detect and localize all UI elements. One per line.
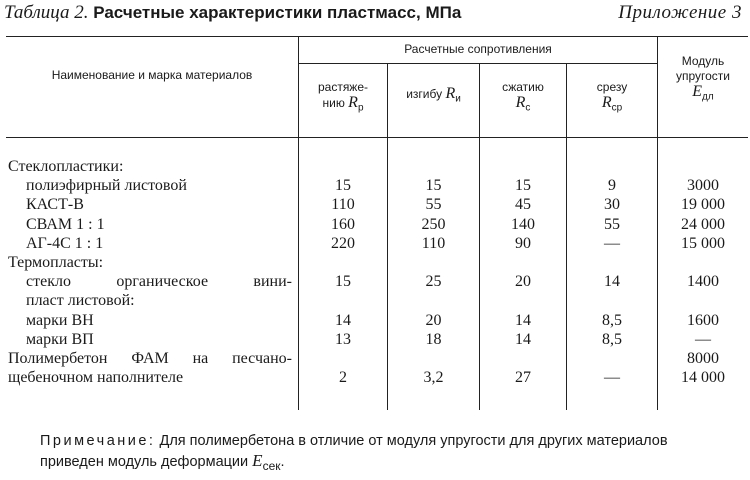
appendix-label: Приложение 3: [618, 2, 742, 23]
row-name: Стеклопластики:: [8, 158, 124, 175]
header-compression-line1: сжатию: [502, 80, 544, 94]
note-subscript: сек: [262, 458, 281, 473]
table-cell: 1600: [687, 311, 719, 329]
header-design-resistances-text: Расчетные сопротивления: [404, 42, 552, 56]
table-cell: 8000: [687, 350, 719, 367]
header-bending: [388, 86, 479, 106]
table-cell: 14: [604, 273, 620, 291]
table-cell: —: [695, 330, 711, 348]
table-cell: 15: [425, 177, 442, 195]
table-cell: 8,5: [602, 330, 622, 348]
table-cell: 1400: [687, 273, 719, 291]
header-modulus-line3: [658, 84, 748, 104]
table-cell: 27: [515, 369, 531, 387]
table-cell: 14 000: [681, 369, 725, 387]
table-cell: 140: [511, 215, 535, 233]
table-cell: 18: [425, 330, 442, 348]
row-name: КАСТ-В: [26, 196, 84, 214]
header-modulus: [658, 54, 748, 104]
table-title: [4, 2, 461, 24]
table-cell: 110: [331, 196, 355, 214]
table-cell: 250: [421, 215, 446, 233]
table-cell: 15: [335, 177, 351, 195]
header-material-name-text: Наименование и марка материалов: [51, 68, 253, 82]
row-name: полиэфирный листовой: [26, 177, 187, 195]
header-tension-symbol: R: [348, 94, 358, 111]
header-shear-subscript: ср: [611, 102, 623, 114]
table-cell: 20: [425, 311, 442, 329]
table-cell: 30: [604, 196, 620, 214]
table-cell: 9: [608, 177, 616, 195]
table-cell: 14: [515, 330, 531, 348]
header-compression-line2: [480, 95, 566, 115]
header-material-name: [6, 68, 298, 83]
table-cell: 14: [335, 311, 351, 329]
table-cell: 55: [425, 196, 442, 214]
table-cell: 2: [339, 369, 347, 387]
table-cell: 14: [515, 311, 531, 329]
header-design-resistances: [299, 42, 657, 57]
table-cell: 25: [425, 273, 442, 291]
table-cell: 13: [335, 330, 351, 348]
header-bending-subscript: и: [455, 93, 461, 105]
header-bending-symbol: R: [445, 85, 456, 102]
table-cell: 15: [335, 273, 351, 291]
row-name: АГ-4С 1 : 1: [26, 234, 104, 252]
header-shear-line1: срезу: [596, 80, 628, 94]
header-tension-word: нию: [322, 96, 345, 110]
header-shear-symbol: R: [601, 94, 612, 111]
row-name: щебеночном наполнителе: [8, 369, 184, 387]
top-rule: [6, 36, 748, 37]
row-name: стекло органическое вини-: [26, 273, 292, 291]
row-name: марки ВП: [26, 330, 94, 348]
table-cell: 90: [515, 234, 531, 252]
table-cell: 160: [331, 215, 355, 233]
row-name: марки ВН: [26, 311, 94, 329]
table-cell: 24 000: [681, 215, 725, 233]
note-label: Примечание:: [40, 433, 156, 449]
table-cell: 220: [331, 234, 355, 252]
row-name: СВАМ 1 : 1: [26, 215, 105, 233]
header-shear-line2: [567, 95, 657, 115]
note-period: .: [280, 454, 285, 470]
header-modulus-line2: упругости: [675, 69, 731, 83]
header-tension-line2: [299, 95, 387, 115]
table-note: [40, 431, 720, 476]
table-cell: 8,5: [602, 311, 622, 329]
table-cell: 19 000: [681, 196, 725, 214]
table-cell: —: [604, 369, 620, 387]
note-symbol: E: [252, 451, 263, 470]
header-modulus-symbol: E: [692, 83, 703, 100]
row-name: Термопласты:: [8, 254, 104, 271]
table-number: Таблица 2.: [4, 2, 89, 23]
header-bending-word: изгибу: [406, 87, 443, 101]
row-name: Полимербетон ФАМ на песчано-: [8, 350, 292, 367]
header-compression-subscript: с: [525, 102, 531, 114]
note-text: Для полимербетона в отличие от модуля упругости для других материалов приведен модуль деформации: [40, 433, 668, 470]
table-cell: 3,2: [423, 369, 444, 387]
header-modulus-subscript: дл: [702, 91, 714, 103]
table-cell: 3000: [687, 177, 719, 195]
header-bottom-rule: [6, 137, 748, 138]
table-cell: 45: [515, 196, 531, 214]
table-cell: 20: [515, 273, 531, 291]
table-caption: Расчетные характеристики пластмасс, МПа: [93, 3, 462, 22]
table-cell: 110: [421, 234, 446, 252]
table-cell: 15 000: [681, 234, 725, 252]
table-cell: —: [604, 234, 620, 252]
table-title-row: [4, 2, 746, 28]
header-compression-symbol: R: [515, 94, 526, 111]
header-compression: [480, 80, 566, 115]
header-modulus-line1: Модуль: [681, 54, 725, 68]
header-tension-subscript: р: [357, 102, 364, 114]
header-shear: [567, 80, 657, 115]
header-tension: [299, 80, 387, 115]
header-tension-line1: растяже-: [317, 80, 369, 94]
table-cell: 15: [515, 177, 531, 195]
row-name: пласт листовой:: [26, 292, 135, 310]
table-cell: 55: [604, 215, 620, 233]
